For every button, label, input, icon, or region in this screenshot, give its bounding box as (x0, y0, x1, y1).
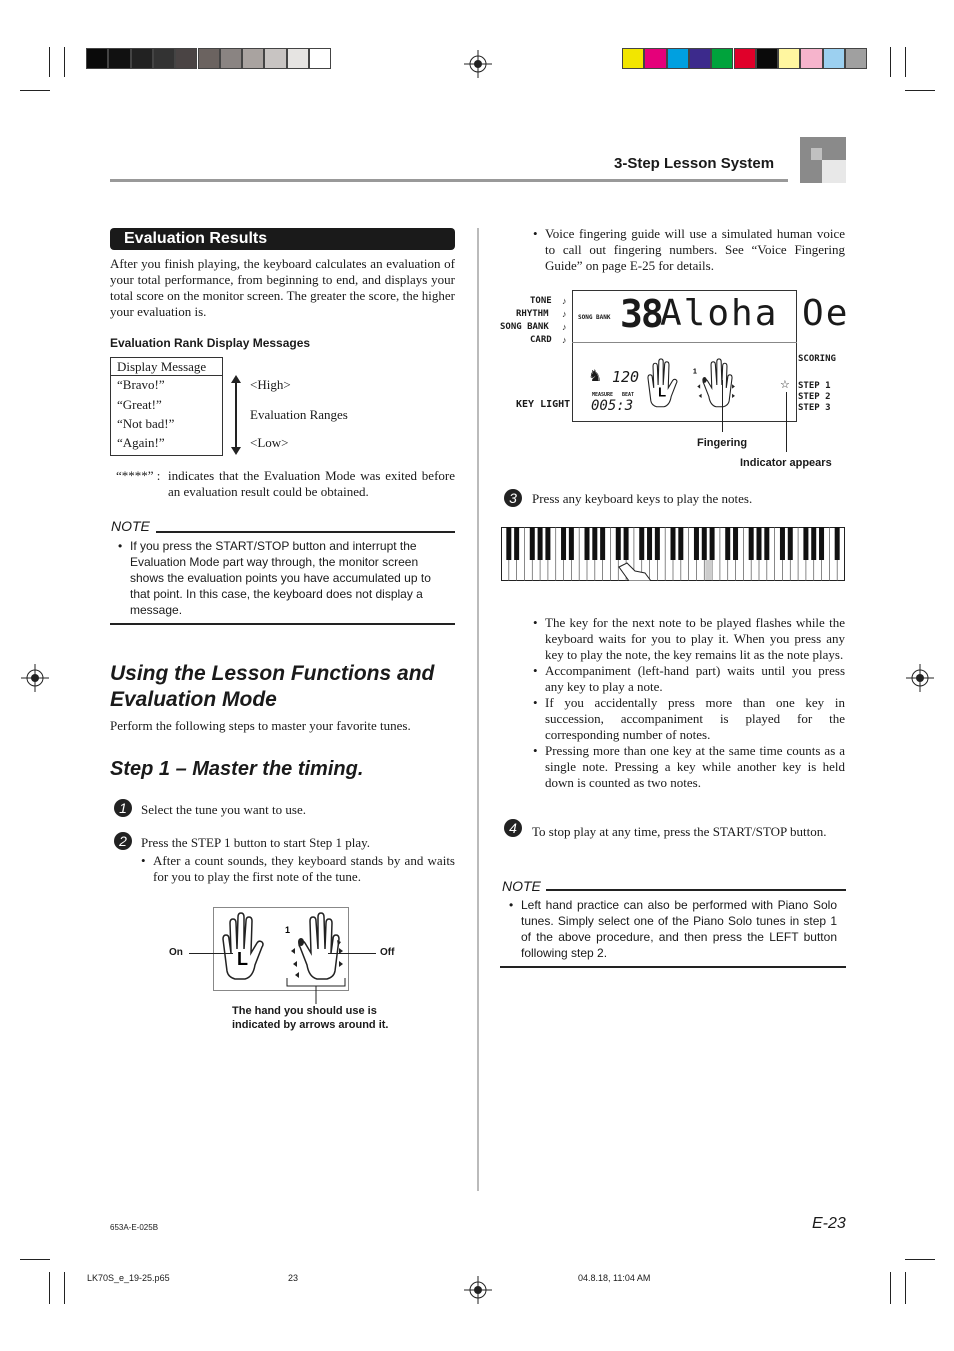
note-end-rule-right (500, 966, 846, 968)
indicator-star-icon: ☆ (780, 379, 790, 391)
black-key (514, 527, 519, 560)
display-mode-icon: ♪ (562, 309, 567, 319)
metronome-icon: ♞ (588, 368, 603, 385)
lesson-intro: Perform the following steps to master your favorite tunes. (110, 718, 411, 733)
step-text-2: Press the STEP 1 button to start Step 1 play. (141, 835, 371, 850)
calibration-swatch (220, 48, 242, 69)
page-number: E-23 (812, 1215, 846, 1232)
calibration-swatch (667, 48, 689, 69)
display-measure-value: 005:3 (591, 398, 634, 414)
hand-caption-2: indicated by arrows around it. (232, 1019, 389, 1031)
black-key (655, 527, 660, 560)
calibration-swatch (711, 48, 733, 69)
file-page: 23 (288, 1273, 299, 1283)
display-label-card: CARD (530, 335, 552, 345)
note-item: • Left hand practice can also be performed with Piano Solo tunes. Simply select one of the Piano Solo tunes in step 1 of the above procedure, and then press the LEFT button following step 2. (509, 897, 837, 961)
display-song-name: Aloha Oe (660, 293, 850, 334)
display-measure-label: MEASURE (592, 392, 614, 398)
range-low: <Low> (250, 435, 289, 450)
display-mode-icon: ♪ (562, 296, 567, 306)
calibration-swatch (756, 48, 778, 69)
black-key (710, 527, 715, 560)
display-tempo: 120 (612, 368, 640, 386)
black-key (780, 527, 785, 560)
black-key (819, 527, 824, 560)
black-key (694, 527, 699, 560)
rank-table-header: Display Message (111, 358, 222, 376)
black-key (647, 527, 652, 560)
calibration-swatch (800, 48, 822, 69)
stars-key: “****” : (116, 468, 161, 483)
lesson-heading-line2: Evaluation Mode (110, 688, 277, 711)
calibration-swatch (845, 48, 867, 69)
black-key (530, 527, 535, 560)
hand-off-label: Off (380, 947, 395, 958)
step-number-3: 3 (504, 489, 522, 507)
finger-number: 1 (285, 925, 291, 935)
rank-message-3: “Not bad!” (117, 416, 175, 431)
step2-bullet: • After a count sounds, they keyboard stands by and waits for you to play the first note of the tune. (141, 853, 455, 885)
black-key (600, 527, 605, 560)
black-key (616, 527, 621, 560)
black-key (788, 527, 793, 560)
voice-bullet: • Voice fingering guide will use a simulated human voice to call out fingering numbers. See “Voice Fingering Guide” on page E-25 for details. (533, 226, 845, 274)
registration-mark-left (21, 664, 49, 692)
display-label-song-bank: SONG BANK (500, 322, 549, 332)
step-number-4: 4 (504, 819, 522, 837)
display-hand-letter: L (658, 384, 667, 400)
step2-bullets (141, 853, 455, 885)
rank-table (110, 357, 223, 456)
rank-message-1: “Bravo!” (117, 377, 165, 392)
fingering-label: Fingering (697, 437, 748, 449)
calibration-swatch (823, 48, 845, 69)
calibration-swatch (287, 48, 309, 69)
calibration-swatch (622, 48, 644, 69)
note-list-right (509, 897, 837, 961)
display-step-1: STEP 1 (798, 381, 831, 391)
registration-mark-bottom (464, 1276, 492, 1304)
display-song-bank-small: SONG BANK (578, 314, 611, 321)
black-key (749, 527, 754, 560)
lit-key (705, 560, 711, 580)
calibration-swatch (309, 48, 331, 69)
display-beat-label: BEAT (622, 392, 635, 398)
calibration-swatch (778, 48, 800, 69)
black-key (592, 527, 597, 560)
calibration-swatch (175, 48, 197, 69)
black-key (803, 527, 808, 560)
hand-letter: L (237, 949, 248, 969)
display-scoring: SCORING (798, 354, 836, 364)
display-mode-icon: ♪ (562, 335, 567, 345)
range-arrow-icon (229, 375, 243, 455)
stars-explanation: indicates that the Evaluation Mode was exited before an evaluation result could be obtained. (168, 468, 455, 499)
black-key (702, 527, 707, 560)
registration-mark-top (464, 50, 492, 78)
corner-tab-mid (811, 148, 822, 160)
black-key (639, 527, 644, 560)
display-step-3: STEP 3 (798, 403, 831, 413)
step-number-1: 1 (114, 799, 132, 817)
rank-message-2: “Great!” (117, 397, 162, 412)
black-key (670, 527, 675, 560)
display-step-2: STEP 2 (798, 392, 831, 402)
step1-heading: Step 1 – Master the timing. (110, 758, 364, 780)
rank-message-4: “Again!” (117, 435, 165, 450)
note-rule-left (156, 531, 455, 533)
note-label-left: NOTE (111, 518, 150, 534)
display-mode-icon: ♪ (562, 322, 567, 332)
black-key (506, 527, 511, 560)
black-key (624, 527, 629, 560)
calibration-swatch (264, 48, 286, 69)
calibration-swatch (734, 48, 756, 69)
black-key (561, 527, 566, 560)
calibration-swatch (86, 48, 108, 69)
black-key (811, 527, 816, 560)
rank-heading: Evaluation Rank Display Messages (110, 336, 311, 350)
step-number-2: 2 (114, 832, 132, 850)
evaluation-results-heading: Evaluation Results (110, 228, 455, 250)
range-label: Evaluation Ranges (250, 407, 348, 422)
calibration-swatch (198, 48, 220, 69)
step3-bullet: • Pressing more than one key at the same time counts as a single note. Pressing a key while another key is held down is counted as two notes. (533, 743, 845, 791)
lcd-top-rule (572, 342, 797, 343)
calibration-swatch (644, 48, 666, 69)
display-hands-icon (640, 356, 740, 414)
corner-tab-inner (822, 160, 846, 183)
keyboard-illustration (501, 527, 845, 581)
indicator-label: Indicator appears (740, 457, 832, 469)
note-list-left (118, 538, 448, 618)
black-key (569, 527, 574, 560)
lesson-heading-line1: Using the Lesson Functions and (110, 662, 435, 685)
hand-off-line (328, 953, 376, 954)
calibration-swatch (689, 48, 711, 69)
display-label-tone: TONE (530, 296, 552, 306)
black-key (725, 527, 730, 560)
note-rule-right (546, 889, 846, 891)
calibration-swatch (242, 48, 264, 69)
black-key (764, 527, 769, 560)
header-rule (110, 179, 788, 182)
note-item: • If you press the START/STOP button and interrupt the Evaluation Mode part way through, the monitor screen shows the evaluation points you have accumulated up to that point. In this case, the keyboard does not display a message. (118, 538, 448, 618)
display-finger-number: 1 (692, 366, 697, 376)
display-key-light: KEY LIGHT (516, 399, 571, 410)
calibration-swatch (153, 48, 175, 69)
range-high: <High> (250, 377, 291, 392)
calibration-swatch (108, 48, 130, 69)
step3-bullets (533, 615, 845, 791)
voice-bullets (533, 226, 845, 274)
file-name: LK70S_e_19-25.p65 (87, 1273, 170, 1283)
section-title: 3-Step Lesson System (614, 155, 775, 172)
black-key (733, 527, 738, 560)
caption-bracket (285, 978, 347, 1004)
step3-bullet: • Accompaniment (left-hand part) waits until you press any key to play a note. (533, 663, 845, 695)
black-key (756, 527, 761, 560)
display-label-rhythm: RHYTHM (516, 309, 549, 319)
black-key (835, 527, 840, 560)
indicator-pointer (786, 392, 787, 452)
black-key (584, 527, 589, 560)
black-key (545, 527, 550, 560)
hand-on-label: On (169, 947, 183, 958)
evaluation-intro: After you finish playing, the keyboard calculates an evaluation of your total performance, from beginning to end, and displays your total score on the monitor screen. The greater the score, the higher your evaluation is. (110, 256, 455, 319)
file-timestamp: 04.8.18, 11:04 AM (578, 1273, 651, 1283)
note-label-right: NOTE (502, 878, 541, 894)
step3-bullet: • The key for the next note to be played flashes while the keyboard waits for you to play it. When you press any key to play the note, the key remains lit as the note plays. (533, 615, 845, 663)
doc-code: 653A-E-025B (110, 1223, 159, 1232)
registration-mark-right (906, 664, 934, 692)
hand-caption-1: The hand you should use is (232, 1005, 377, 1017)
step-text-4: To stop play at any time, press the START/STOP button. (532, 824, 827, 839)
black-key (678, 527, 683, 560)
display-song-number: 38 (620, 292, 662, 336)
hand-on-line (189, 953, 233, 954)
fingering-pointer (722, 380, 723, 432)
note-end-rule-left (110, 623, 455, 625)
hands-icon (215, 909, 347, 989)
black-key (538, 527, 543, 560)
step-text-3: Press any keyboard keys to play the notes. (532, 491, 753, 506)
column-divider (477, 228, 479, 1191)
step-text-1: Select the tune you want to use. (141, 802, 306, 817)
calibration-swatch (131, 48, 153, 69)
step3-bullet: • If you accidentally press more than one key in succession, accompaniment is played for the corresponding number of notes. (533, 695, 845, 743)
